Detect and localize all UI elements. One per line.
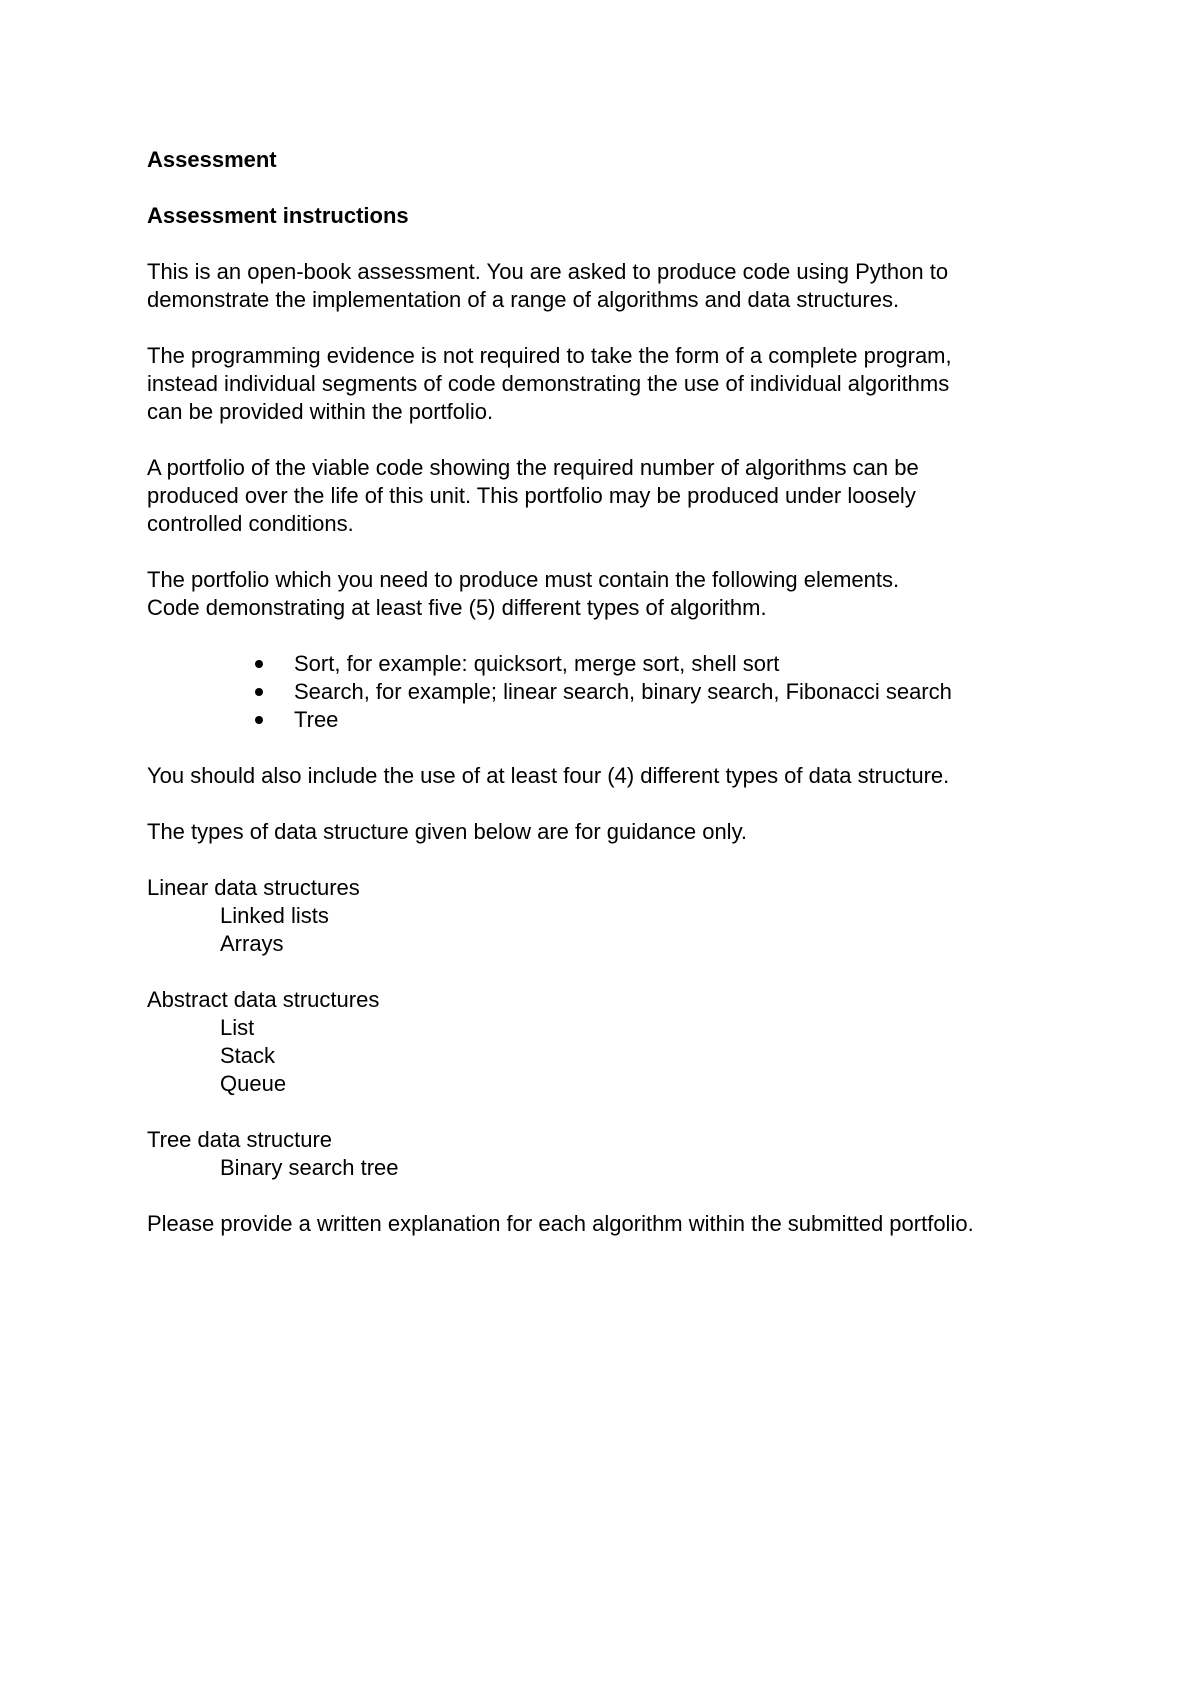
- paragraph-line: The programming evidence is not required to take the form of a complete program,: [147, 343, 952, 368]
- group-tree: [147, 1126, 1097, 1182]
- group-item: Stack: [220, 1043, 276, 1068]
- group-title: Linear data structures: [147, 875, 360, 900]
- paragraph-programming-evidence: [147, 342, 1097, 426]
- paragraph-line: Code demonstrating at least five (5) different types of algorithm.: [147, 595, 767, 620]
- paragraph-elements: [147, 566, 1097, 622]
- group-item: Binary search tree: [220, 1155, 399, 1180]
- group-abstract: [147, 986, 1097, 1098]
- paragraph-line: A portfolio of the viable code showing the required number of algorithms can be: [147, 455, 919, 480]
- document-body: [147, 146, 1097, 1238]
- group-title: Tree data structure: [147, 1127, 333, 1152]
- list-item: [147, 650, 1097, 678]
- paragraph-line: This is an open-book assessment. You are asked to produce code using Python to: [147, 259, 949, 284]
- list-item: [147, 706, 1097, 734]
- paragraph-line: controlled conditions.: [147, 511, 354, 536]
- paragraph-closing: Please provide a written explanation for each algorithm within the submitted portfolio.: [147, 1211, 974, 1236]
- bullet-icon: [255, 660, 263, 668]
- list-item: [147, 678, 1097, 706]
- paragraph-line: produced over the life of this unit. This portfolio may be produced under loosely: [147, 483, 916, 508]
- paragraph-line: demonstrate the implementation of a range of algorithms and data structures.: [147, 287, 900, 312]
- paragraph-portfolio: [147, 454, 1097, 538]
- section-heading: Assessment instructions: [147, 203, 409, 228]
- list-item-text: Search, for example; linear search, binary search, Fibonacci search: [294, 679, 952, 704]
- paragraph-guidance: The types of data structure given below are for guidance only.: [147, 819, 748, 844]
- paragraph-line: The portfolio which you need to produce must contain the following elements.: [147, 567, 900, 592]
- paragraph-line: instead individual segments of code demonstrating the use of individual algorithms: [147, 371, 950, 396]
- group-item: Linked lists: [220, 903, 329, 928]
- bullet-icon: [255, 716, 263, 724]
- paragraph-data-structures: You should also include the use of at least four (4) different types of data structure.: [147, 763, 950, 788]
- paragraph-line: can be provided within the portfolio.: [147, 399, 494, 424]
- document-title: Assessment: [147, 147, 277, 172]
- group-title: Abstract data structures: [147, 987, 380, 1012]
- group-item: Arrays: [220, 931, 284, 956]
- paragraph-intro: [147, 258, 1097, 314]
- group-item: Queue: [220, 1071, 287, 1096]
- bullet-icon: [255, 688, 263, 696]
- group-linear: [147, 874, 1097, 958]
- algorithm-list: [147, 650, 1097, 734]
- list-item-text: Tree: [294, 707, 339, 732]
- group-item: List: [220, 1015, 255, 1040]
- list-item-text: Sort, for example: quicksort, merge sort, shell sort: [294, 651, 780, 676]
